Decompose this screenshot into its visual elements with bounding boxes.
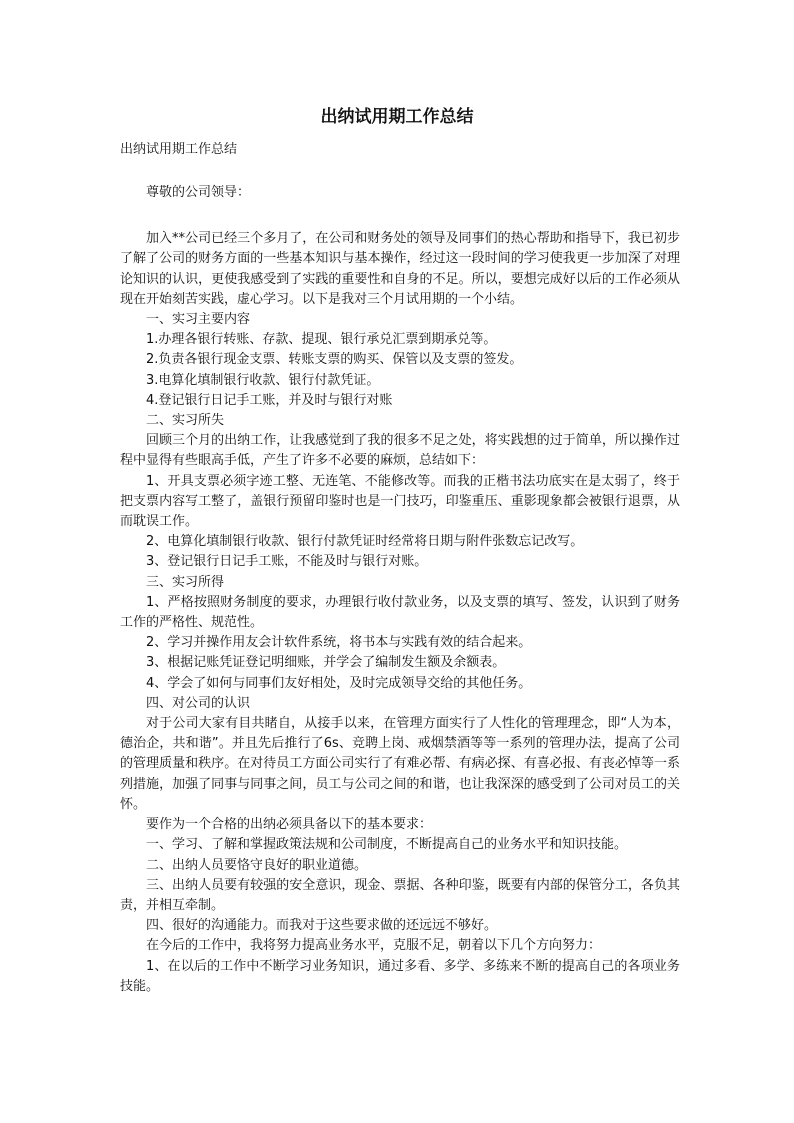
list-item: 1、严格按照财务制度的要求，办理银行收付款业务，以及支票的填写、签发，认识到了财务工作的严格性、规范性。 — [120, 594, 680, 631]
paragraph: 回顾三个月的出纳工作，让我感觉到了我的很多不足之处，将实践想的过于简单，所以操作过程中显得有些眼高手低，产生了许多不必要的麻烦，总结如下： — [120, 433, 680, 469]
section-heading-internship-content: 一、实习主要内容 — [146, 312, 251, 328]
salutation: 尊敬的公司领导： — [146, 185, 251, 200]
section-heading-company-understanding: 四、对公司的认识 — [146, 695, 251, 711]
list-item: 3、根据记账凭证登记明细账，并学会了编制发生额及余额表。 — [146, 655, 506, 671]
list-item: 3.电算化填制银行收款、银行付款凭证。 — [146, 372, 380, 388]
list-item: 2.负责各银行现金支票、转账支票的购买、保管以及支票的签发。 — [146, 352, 523, 368]
list-item: 1、在以后的工作中不断学习业务知识，通过多看、多学、多练来不断的提高自己的各项业务技能。 — [120, 958, 680, 994]
list-item: 一、学习、了解和掌握政策法规和公司制度，不断提高自己的业务水平和知识技能。 — [146, 837, 628, 853]
list-item: 二、出纳人员要恪守良好的职业道德。 — [146, 857, 368, 873]
section-heading-internship-gains: 三、实习所得 — [146, 574, 225, 590]
list-item: 四、很好的沟通能力。而我对于这些要求做的还远远不够好。 — [146, 918, 498, 934]
paragraph-intro: 加入**公司已经三个多月了，在公司和财务处的领导及同事们的热心帮助和指导下，我已初步了解了公司的财务方面的一些基本知识与基本操作，经过这一段时间的学习使我更一步加深了对理论知识的认识，更使我感受到了实践的重要性和自身的不足。所以，要想完成好以后的工作必须从现在开始刻苦实践，虚心学习。以下是我对三个月试用期的一个小结。 — [120, 231, 680, 307]
document-title: 出纳试用期工作总结 — [320, 107, 474, 127]
list-item: 2、学习并操作用友会计软件系统，将书本与实践有效的结合起来。 — [146, 635, 532, 651]
list-item: 2、电算化填制银行收款、银行付款凭证时经常将日期与附件张数忘记改写。 — [146, 534, 584, 550]
document-subtitle: 出纳试用期工作总结 — [120, 142, 238, 157]
paragraph: 在今后的工作中，我将努力提高业务水平，克服不足，朝着以下几个方向努力： — [146, 938, 602, 954]
list-item: 3、登记银行日记手工账，不能及时与银行对账。 — [146, 554, 428, 570]
list-item: 三、出纳人员要有较强的安全意识，现金、票据、各种印鉴，既要有内部的保管分工，各负其责，并相互牵制。 — [120, 877, 680, 913]
list-item: 1.办理各银行转账、存款、提现、银行承兑汇票到期承兑等。 — [146, 332, 497, 348]
document-body — [120, 183, 680, 997]
paragraph: 要作为一个合格的出纳必须具备以下的基本要求： — [146, 817, 433, 833]
paragraph: 对于公司大家有目共睹自，从接手以来，在管理方面实行了人性化的管理理念，即“人为本，德治企，共和谐”。并且先后推行了6s、竞聘上岗、戒烟禁酒等等一系列的管理办法，提高了公司的管理质量和秩序。在对待员工方面公司实行了有难必帮、有病必探、有喜必报、有丧必悼等一系列措施，加强了同事与同事之间，员工与公司之间的和谐，也让我深深的感受到了公司对员工的关怀。 — [120, 716, 680, 812]
list-item: 4.登记银行日记手工账，并及时与银行对账 — [146, 392, 393, 408]
list-item: 4、学会了如何与同事们友好相处，及时完成领导交给的其他任务。 — [146, 675, 532, 691]
section-heading-internship-shortcomings: 二、实习所失 — [146, 413, 225, 429]
list-item: 1、开具支票必须字迹工整、无连笔、不能修改等。而我的正楷书法功底实在是太弱了，终于把支票内容写工整了，盖银行预留印鉴时也是一门技巧，印鉴重压、重影现象都会被银行退票，从而耽误工作。 — [120, 473, 680, 530]
